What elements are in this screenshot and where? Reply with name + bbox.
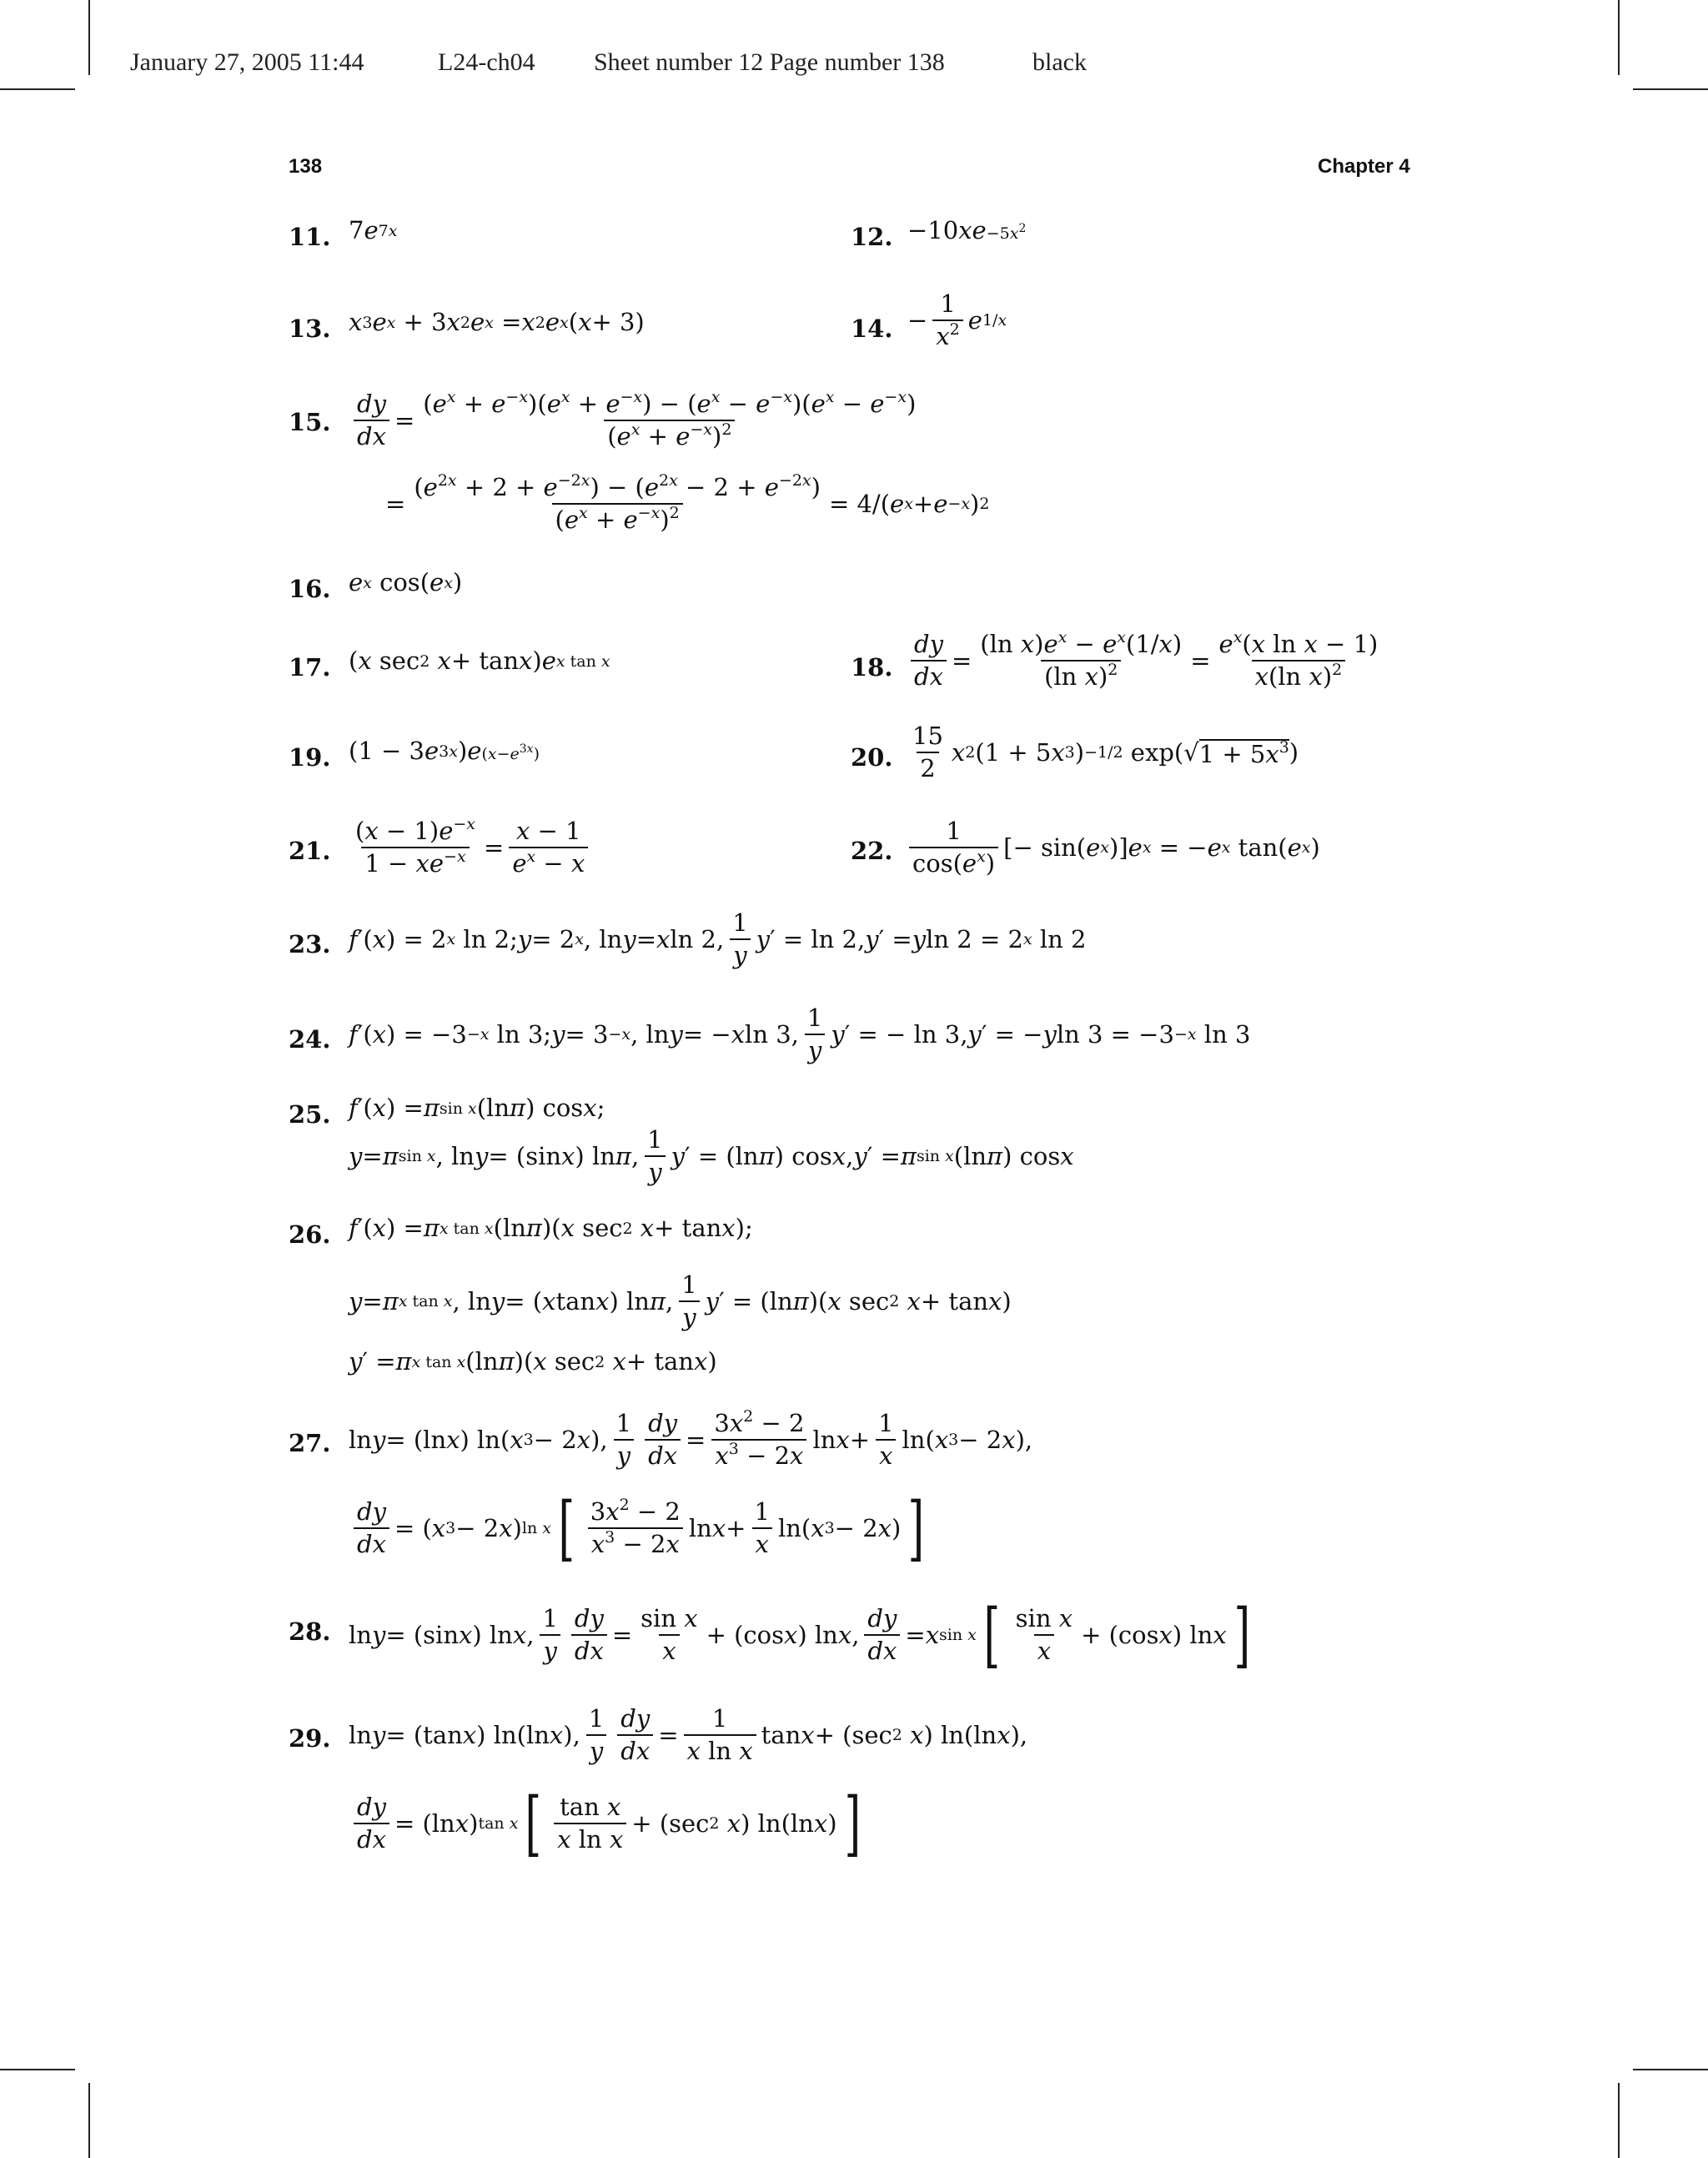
- answer-25-line1: f ′( x ) = π sin x (ln π ) cos x ;: [349, 1094, 605, 1122]
- page-number: 138: [289, 155, 323, 178]
- answer-15-line2: = $\frac{(e^{2x} + 2 + e^{-2x}) - (e^{2x} - 2 + e^{-2x})}{(e^x + e^{-x})^2}$ = 4/( e x + e −x ) 2: [385, 471, 990, 534]
- problem-number: 23.: [289, 930, 331, 958]
- problem-number: 14.: [851, 314, 893, 343]
- problem-number: 24.: [289, 1025, 331, 1054]
- chapter-title: Chapter 4: [1318, 155, 1410, 178]
- answer-26-line3: y ′ = π x tan x (ln π )( x sec 2 x + tan x ): [349, 1347, 717, 1376]
- answer-11: 7 e 7x: [349, 216, 398, 244]
- slug-date: January 27, 2005 11:44: [130, 48, 364, 76]
- problem-number: 29.: [289, 1724, 331, 1753]
- answer-29-line2: $\frac{dy}{dx}$ = (ln x ) tan x [ $\frac{\text{tan x}}{\text{x ln x}}$ + (sec 2 x ) ln(ln x ) ]: [349, 1788, 867, 1859]
- problem-number: 17.: [289, 653, 331, 682]
- answer-28: ln y = (sin x ) ln x , $\frac{1}{y}$ $\frac{dy}{dx}$ = $\frac{\text{sin x}}{x}$ + (cos x ) ln x , $\frac{dy}{dx}$ = x sin x [ $\frac{\text{sin x}}{x}$ + (cos x ) ln x ]: [349, 1594, 1250, 1676]
- answer-13: x 3 e x + 3 x 2 e x = x 2 e x ( x + 3): [349, 308, 645, 336]
- answer-27-line1: ln y = (ln x ) ln( x 3 − 2 x ), $\frac{1}{y}$ $\frac{dy}{dx}$ = $\frac{3x^2 - 2}{x^3 - 2x}$ ln x + $\frac{1}{x}$ ln( x 3 − 2 x ),: [349, 1407, 1033, 1470]
- answer-24: f ′( x ) = −3 −x ln 3; y = 3 −x , ln y = − x ln 3, $\frac{1}{y}$ y ′ = − ln 3, y ′ = − y ln 3 = −3 −x ln 3: [349, 1004, 1251, 1064]
- answer-23: f ′( x ) = 2 x ln 2; y = 2 x , ln y = x ln 2, $\frac{1}{y}$ y ′ = ln 2, y ′ = y ln 2 = 2 x ln 2: [349, 908, 1087, 969]
- problem-number: 21.: [289, 837, 331, 865]
- problem-number: 22.: [851, 837, 893, 865]
- problem-number: 27.: [289, 1429, 331, 1457]
- problem-number: 25.: [289, 1100, 331, 1129]
- problem-number: 18.: [851, 653, 893, 682]
- answer-26-line2: y = π x tan x , ln y = ( x tan x ) ln π , $\frac{1}{y}$ y ′ = (ln π )( x sec 2 x + tan x ): [349, 1270, 1012, 1331]
- slug-sheet: Sheet number 12 Page number 138: [594, 48, 945, 76]
- answer-29-line1: ln y = (tan x ) ln(ln x ), $\frac{1}{y}$ $\frac{dy}{dx}$ = $\frac{1}{\text{x ln x}}$ tan x + (sec 2 x ) ln(ln x ),: [349, 1704, 1028, 1765]
- answer-26-line1: f ′( x ) = π x tan x (ln π )( x sec 2 x + tan x );: [349, 1214, 753, 1242]
- answer-14: − $\frac{1}{x^2}$ e 1/x: [907, 289, 1007, 350]
- problem-number: 28.: [289, 1617, 331, 1646]
- answer-22: $\frac{1}{\cos(e^x)}$ [− sin( e x )] e x = − e x tan( e x ): [904, 819, 1320, 876]
- slug-color: black: [1032, 48, 1087, 76]
- problem-number: 20.: [851, 743, 893, 772]
- answer-16: e x cos( e x ): [349, 568, 463, 596]
- problem-number: 26.: [289, 1220, 331, 1249]
- problem-number: 15.: [289, 408, 331, 436]
- answer-20: $\frac{15}{2}$ x 2 (1 + 5 x 3 ) −1/2 exp(√ $1 + 5x^3$ ): [912, 722, 1299, 782]
- problem-number: 16.: [289, 575, 331, 603]
- answer-25-line2: y = π sin x , ln y = (sin x ) ln π , $\frac{1}{y}$ y ′ = (ln π ) cos x , y ′ = π sin x (ln π ) cos x: [349, 1125, 1074, 1186]
- problem-number: 12.: [851, 223, 893, 251]
- problem-number: 19.: [289, 743, 331, 772]
- slug-file: L24-ch04: [438, 48, 535, 76]
- problem-number: 13.: [289, 314, 331, 343]
- answer-12: −10 xe $-5x^2$: [907, 216, 1027, 244]
- answer-21: $\frac{(x - 1)e^{-x}}{1 - xe^{-x}}$ = $\frac{x - 1}{e^x - x}$: [347, 819, 593, 876]
- problem-number: 11.: [289, 223, 331, 251]
- answer-17: ( x sec 2 x + tan x ) e x tan x: [349, 646, 610, 675]
- answer-19: (1 − 3 e 3x ) e $(x-e^{3x})$: [349, 737, 540, 765]
- answer-18: $\frac{dy}{dx}$ = $\frac{(\ln x)e^x - e^x(1/x)}{(\ln x)^2}$ = $\frac{e^x(x \ln x - 1)}{x(\ln x)^2}$: [906, 632, 1386, 689]
- answer-15-line1: $\frac{dy}{dx}$ = $\frac{(e^x + e^{-x})(e^x + e^{-x}) - (e^x - e^{-x})(e^x - e^{-x})}{(e^x + e^{-x})^2}$: [349, 392, 924, 449]
- answer-27-line2: $\frac{dy}{dx}$ = ( x 3 − 2 x ) ln x [ $\frac{3x^2 - 2}{x^3 - 2x}$ ln x + $\frac{1}{x}$ ln( x 3 − 2 x ) ]: [349, 1493, 932, 1563]
